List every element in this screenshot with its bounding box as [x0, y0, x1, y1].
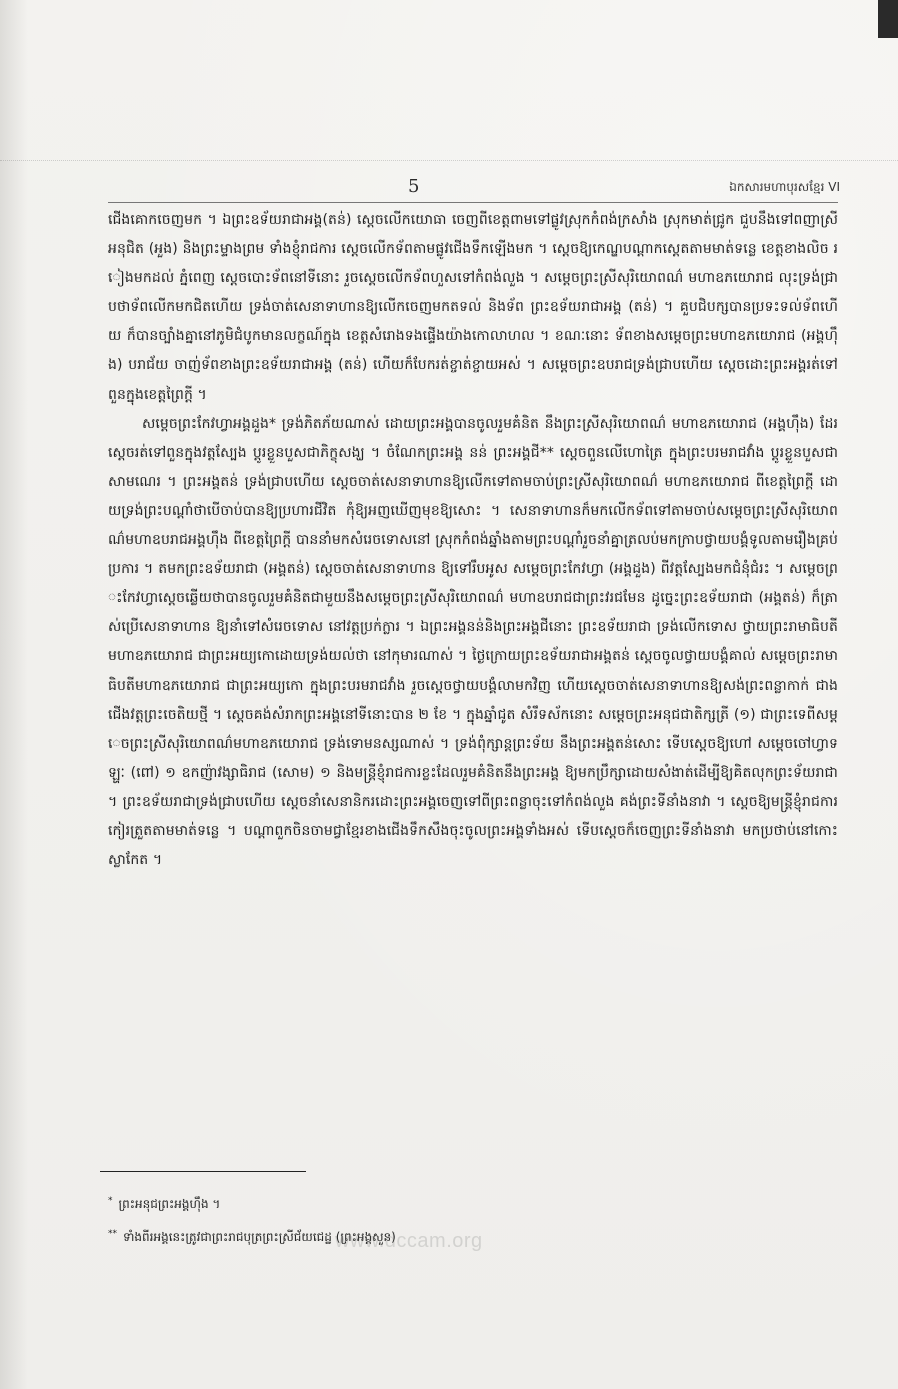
footnote-1-mark: *	[108, 1196, 113, 1206]
footnote-2-text: ទាំងពីរអង្គនេះត្រូវជាព្រះរាជបុត្រព្រះស្រីជ័យជេដ្ឋ (ព្រះអង្គសួន)	[123, 1230, 396, 1244]
fold-line	[0, 160, 898, 161]
footnote-1-text: ព្រះអនុជព្រះអង្គហ៊ឹង ។	[118, 1197, 221, 1211]
paragraph-2: សម្ដេចព្រះកែវហ្វាអង្គដួង* ទ្រង់ភិតភ័យណាស់ ដោយព្រះអង្គបានចូលរួមគំនិត នឹងព្រះស្រីសុរិយោពណ៌ មហាឧភយោរាជ (អង្គហ៊ឹង) ដែរ ស្ដេចរត់ទៅពួនក្នុងវត្តស្បែង ប្ដូរខ្លួនបួសជាភិក្ខុសង្ឃ ។ ចំណែកព្រះអង្គ នន់ ព្រះអង្គជី** ស្ដេចពួនលើហោត្រៃ ក្នុងព្រះបរមរាជវាំង ប្ដូរខ្លួនបួសជាសាមណេរ ។ ព្រះអង្គតន់ ទ្រង់ជ្រាបហើយ ស្ដេចចាត់សេនាទាហានឱ្យលើកទៅតាមចាប់ព្រះស្រីសុរិយោពណ៌ មហាឧភយោរាជ ពីខេត្តព្រៃក្ដី ដោយទ្រង់ព្រះបណ្ដាំថាបើចាប់បានឱ្យប្រហារជីវិត កុំឱ្យអញឃើញមុខឱ្យសោះ ។ សេនាទាហានក៏មកលើកទ័ពទៅតាមចាប់សម្ដេចព្រះស្រីសុរិយោពណ៌មហាឧបរាជអង្គហ៊ឹង ពីខេត្តព្រៃក្ដី បាននាំមកសំរេចទោសនៅ ស្រុកកំពង់ឆ្នាំងតាមព្រះបណ្ដាំរួចនាំគ្នាត្រលប់មកក្រាបថ្វាយបង្គំទូលតាមរឿងគ្រប់ប្រការ ។ តមកព្រះឧទ័យរាជា (អង្គតន់) ស្ដេចចាត់សេនាទាហាន ឱ្យទៅរឹបអូស សម្ដេចព្រះកែវហ្វា (អង្គដួង) ពីវត្តស្បែងមកជំនុំជំរះ ។ សម្ដេចព្រះកែវហ្វាស្ដេចឆ្លើយថាបានចូលរួមគំនិតជាមួយនឹងសម្ដេចព្រះស្រីសុរិយោពណ៌ មហាឧបរាជជាព្រះវរជមែន ដូច្នេះព្រះឧទ័យរាជា (អង្គតន់) ក៏ត្រាស់ប្រើសេនាទាហាន ឱ្យនាំទៅសំរេចទោស នៅវត្តប្រក់ក្លារ ។ ឯព្រះអង្គនន់និងព្រះអង្គជីនោះ ព្រះឧទ័យរាជា ទ្រង់លើកទោស ថ្វាយព្រះរាមាធិបតី មហាឧភយោរាជ ជាព្រះអយ្យកោដោយទ្រង់យល់ថា នៅកុមារណាស់ ។ ថ្ងៃក្រោយព្រះឧទ័យរាជាអង្គតន់ ស្ដេចចូលថ្វាយបង្គំគាល់ សម្ដេចព្រះរាមាធិបតីមហាឧភយោរាជ ជាព្រះអយ្យកោ ក្នុងព្រះបរមរាជវាំង រួចស្ដេចថ្វាយបង្គំលាមកវិញ ហើយស្ដេចចាត់សេនាទាហានឱ្យសង់ព្រះពន្លាកាក់ ជាងជើងវត្តព្រះចេតិយថ្មី ។ ស្ដេចគង់សំរាកព្រះអង្គនៅទីនោះបាន ២ ខែ ។ ក្នុងឆ្នាំជូត សំរឹទស័កនោះ សម្ដេចព្រះអនុជជាតិក្សត្រី (១) ជាព្រះទេពីសម្ដេចព្រះស្រីសុរិយោពណ៌មហាឧភយោរាជ ទ្រង់ទោមនស្សណាស់ ។ ទ្រង់ពុំក្សាន្តព្រះទ័យ នឹងព្រះអង្គតន់សោះ ទើបស្ដេចឱ្យហៅ សម្ដេចចៅហ្វាទឡ្ហៈ (ពៅ) ១ ឧកញ៉ាវង្សាធិរាជ (សោម) ១ និងមន្ត្រីខ្ញុំរាជការខ្លះដែលរួមគំនិតនឹងព្រះអង្គ ឱ្យមកប្រឹក្សាដោយសំងាត់ដើម្បីឱ្យគិតលុកព្រះទ័យរាជា ។ ព្រះឧទ័យរាជាទ្រង់ជ្រាបហើយ ស្ដេចនាំសេនានិករដោះព្រះអង្គចេញទៅពីព្រះពន្លាចុះទៅកំពង់លួង គង់ព្រះទីនាំងនាវា ។ ស្ដេចឱ្យមន្ត្រីខ្ញុំរាជការកៀរត្រួតតាមមាត់ទន្លេ ។ បណ្ដាពួកចិនចាមជ្វាខ្មែរខាងជើងទឹកសឹងចុះចូលព្រះអង្គទាំងអស់ ទើបស្ដេចក៏ចេញព្រះទីនាំងនាវា មកប្រថាប់នៅកោះស្លាកែត ។	[108, 415, 838, 869]
footnote-rule	[100, 1171, 306, 1172]
paragraph-1: ជើងគោកចេញមក ។ ឯព្រះឧទ័យរាជាអង្គ(តន់) ស្ដេចលើកយោធា ចេញពីខេត្តពាមទៅផ្លូវស្រុកកំពង់ក្រសាំង ស្រុកមាត់ជ្រូក ជួបនឹងទៅពញាស្រីអនុជិត (អួង) និងព្រះម្ទាងព្រម ទាំងខ្ញុំរាជការ ស្ដេចលើកទ័ពតាមផ្លូវជើងទឹកឡើងមក ។ ស្ដេចឱ្យកេណ្ឌបណ្ដាកស្ដេតតាមមាត់ទន្លេ ខេត្តខាងលិច រៀងមកដល់ ភ្នំពេញ ស្ដេចបោះទ័ពនៅទីនោះ រួចស្ដេចលើកទ័ពហួសទៅកំពង់លួង ។ សម្ដេចព្រះស្រីសុរិយោពណ៌ មហាឧភយោរាជ លុះទ្រង់ជ្រាបថាទ័ពលើកមកជិតហើយ ទ្រង់ចាត់សេនាទាហានឱ្យលើកចេញមកតទល់ និងទ័ព ព្រះឧទ័យរាជាអង្គ (តន់) ។ គួបជិបក្សបានប្រទះទល់ទ័ពហើយ ក៏បានច្បាំងគ្នានៅភូមិជំបូកមានលក្ខណ៍ក្នុង ខេត្តសំរោងទងផ្ទើងយ៉ាងកោលាហល ។ ខណៈនោះ ទ័ពខាងសម្ដេចព្រះមហាឧភយោរាជ (អង្គហ៊ឹង) បរាជ័យ ចាញ់ទ័ពខាងព្រះឧទ័យរាជាអង្គ (តន់) ហើយក៏បែករត់ខ្ចាត់ខ្ចាយអស់ ។ សម្ដេចព្រះឧបរាជទ្រង់ជ្រាបហើយ ស្ដេចដោះព្រះអង្គរត់ទៅពួនក្នុងខេត្តព្រៃក្ដី ។	[108, 212, 838, 403]
page-header	[0, 176, 898, 200]
watermark: www.dccam.org	[335, 1230, 483, 1252]
scan-corner-mark	[878, 0, 898, 38]
footnote-1	[108, 1186, 808, 1219]
footnote-2-mark: **	[108, 1229, 117, 1239]
binding-shadow	[0, 0, 28, 1389]
running-title: ឯកសារមហាបុរសខ្មែរ VI	[729, 180, 840, 194]
header-rule	[108, 202, 838, 203]
body-text	[108, 206, 838, 875]
page-number: 5	[408, 176, 420, 197]
